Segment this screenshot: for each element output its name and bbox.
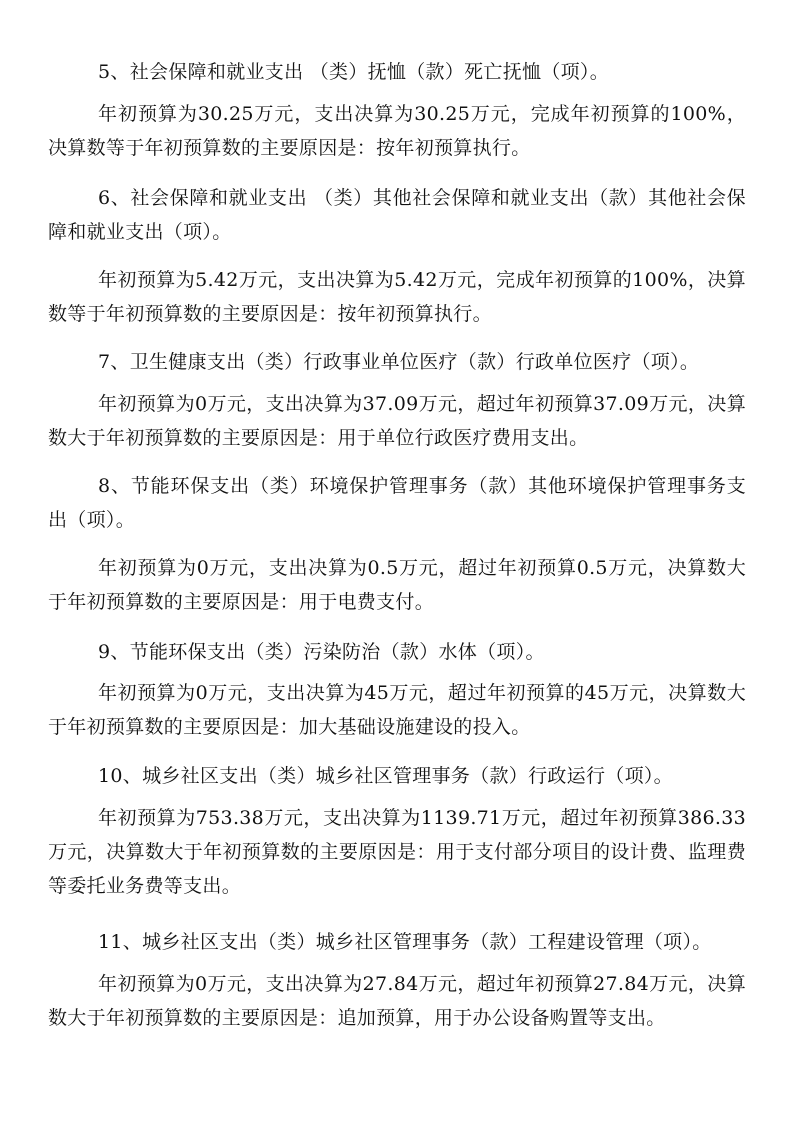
section-6-body: 年初预算为5.42万元，支出决算为5.42万元，完成年初预算的100%，决算数等于年初预算数的主要原因是：按年初预算执行。: [48, 269, 746, 325]
section-5-body: 年初预算为30.25万元，支出决算为30.25万元，完成年初预算的100%，决算数等于年初预算数的主要原因是：按年初预算执行。: [48, 103, 746, 159]
section-9-heading: 9、节能环保支出（类）污染防治（款）水体（项）。: [98, 641, 545, 663]
section-5-heading: 5、社会保障和就业支出 （类）抚恤（款）死亡抚恤（项）。: [98, 61, 610, 83]
section-6-heading: 6、社会保障和就业支出 （类）其他社会保障和就业支出（款）其他社会保障和就业支出（项）。: [48, 187, 746, 243]
section-10-body: 年初预算为753.38万元，支出决算为1139.71万元，超过年初预算386.33万元，决算数大于年初预算数的主要原因是：用于支付部分项目的设计费、监理费等委托业务费等支出。: [48, 807, 746, 897]
section-10-heading: 10、城乡社区支出（类）城乡社区管理事务（款）行政运行（项）。: [98, 765, 673, 787]
section-11-heading: 11、城乡社区支出（类）城乡社区管理事务（款）工程建设管理（项）。: [98, 931, 712, 953]
section-8-body: 年初预算为0万元，支出决算为0.5万元，超过年初预算0.5万元，决算数大于年初预算数的主要原因是：用于电费支付。: [48, 557, 746, 613]
section-8-heading: 8、节能环保支出（类）环境保护管理事务（款）其他环境保护管理事务支出（项）。: [48, 475, 746, 531]
section-11-body: 年初预算为0万元，支出决算为27.84万元，超过年初预算27.84万元，决算数大于年初预算数的主要原因是：追加预算，用于办公设备购置等支出。: [48, 973, 746, 1029]
section-7-heading: 7、卫生健康支出（类）行政事业单位医疗（款）行政单位医疗（项）。: [98, 351, 700, 373]
section-9-body: 年初预算为0万元，支出决算为45万元，超过年初预算的45万元，决算数大于年初预算数的主要原因是：加大基础设施建设的投入。: [48, 682, 746, 738]
section-7-body: 年初预算为0万元，支出决算为37.09万元，超过年初预算37.09万元，决算数大于年初预算数的主要原因是：用于单位行政医疗费用支出。: [48, 393, 746, 449]
